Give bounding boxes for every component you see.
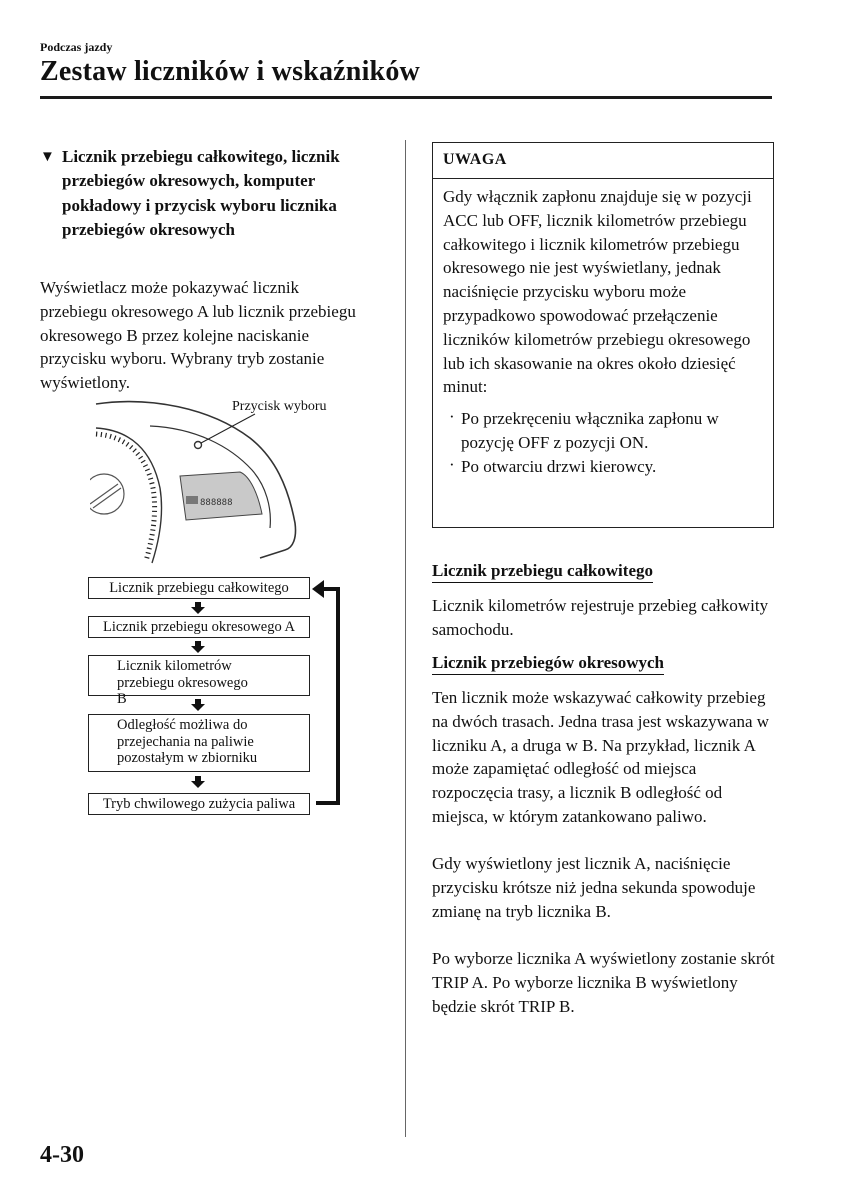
flow-step-3: Licznik kilometrów przebiegu okresowego B (88, 655, 310, 696)
list-item (443, 455, 763, 479)
odometer-heading: Licznik przebiegu całkowitego (432, 560, 653, 583)
page-number: 4-30 (40, 1142, 84, 1168)
dial-circle-icon (90, 474, 124, 514)
trip-heading: Licznik przebiegów okresowych (432, 652, 664, 675)
bullet-text: Po otwarciu drzwi kierowcy. (461, 456, 657, 476)
notice-text: Gdy włącznik zapłonu znajduje się w pozycji ACC lub OFF, licznik kilometrów przebiegu całkowitego i licznik kilometrów przebiegu okresowego nie jest wyświetlany, jednak naciśnięcie przycisku wyboru może przypadkowo spowodować przełączenie liczników kilometrów przebiegu okresowego lub ich skasowanie na okres około dziesięć minut: (443, 187, 752, 397)
list-item (443, 407, 763, 455)
select-button-icon (195, 442, 202, 449)
flow-arrow-4 (191, 776, 205, 788)
notice-body (433, 179, 773, 479)
section-label: Podczas jazdy (40, 40, 113, 54)
title-rule (40, 96, 772, 99)
loop-back-bracket (312, 580, 342, 810)
intro-paragraph: Wyświetlacz może pokazywać licznik przebiegu okresowego A lub licznik przebiegu okresowego B przez kolejne naciskanie przycisku wyboru. Wybrany tryb zostanie wyświetlony. (40, 278, 356, 393)
flow-step-5: Tryb chwilowego zużycia paliwa (88, 793, 310, 815)
subheading (40, 144, 360, 243)
flow-step-4: Odległość możliwa do przejechania na paliwie pozostałym w zbiorniku (88, 714, 310, 772)
flow-step-1: Licznik przebiegu całkowitego (88, 577, 310, 599)
bullet-dot-icon: · (449, 454, 455, 474)
flow-step-2: Licznik przebiegu okresowego A (88, 616, 310, 638)
trip-text-3: Po wyborze licznika A wyświetlony zostanie skrót TRIP A. Po wyborze licznika B wyświetlony będzie skrót TRIP B. (432, 949, 775, 1016)
trip-text-1: Ten licznik może wskazywać całkowity przebieg na dwóch trasach. Jedna trasa jest wskazywana w liczniku A, a druga w B. Na przykład, licznik A może zapamiętać odległość od miejsca rozpoczęcia trasy, a licznik B odległość od miejsca, w którym zatankowano paliwo. (432, 688, 770, 826)
notice-bullets (443, 407, 763, 478)
flow-arrow-2 (191, 641, 205, 653)
callout-leader (201, 414, 255, 443)
notice-heading: UWAGA (433, 143, 773, 179)
trip-text-2: Gdy wyświetlony jest licznik A, naciśnięcie przycisku krótsze niż jedna sekunda spowoduje zmianę na tryb licznika B. (432, 854, 756, 921)
subheading-text: Licznik przebiegu całkowitego, licznik przebiegów okresowych, komputer pokładowy i przycisk wyboru licznika przebiegów okresowych (62, 147, 340, 240)
bullet-text: Po przekręceniu włącznika zapłonu w pozycję OFF z pozycji ON. (461, 409, 719, 452)
callout-label: Przycisk wyboru (232, 399, 327, 414)
flow-arrow-1 (191, 602, 205, 614)
triangle-marker-icon: ▼ (40, 149, 55, 165)
odometer-text: Licznik kilometrów rejestruje przebieg całkowity samochodu. (432, 596, 769, 639)
gauge-arc (96, 428, 162, 563)
instrument-cluster-illustration (90, 398, 310, 568)
bullet-dot-icon: · (449, 407, 455, 427)
page-title: Zestaw liczników i wskaźników (40, 56, 420, 87)
notice-box (432, 142, 774, 528)
column-divider (405, 140, 406, 1137)
display-digits: 888888 (200, 498, 233, 508)
flow-arrow-3 (191, 699, 205, 711)
